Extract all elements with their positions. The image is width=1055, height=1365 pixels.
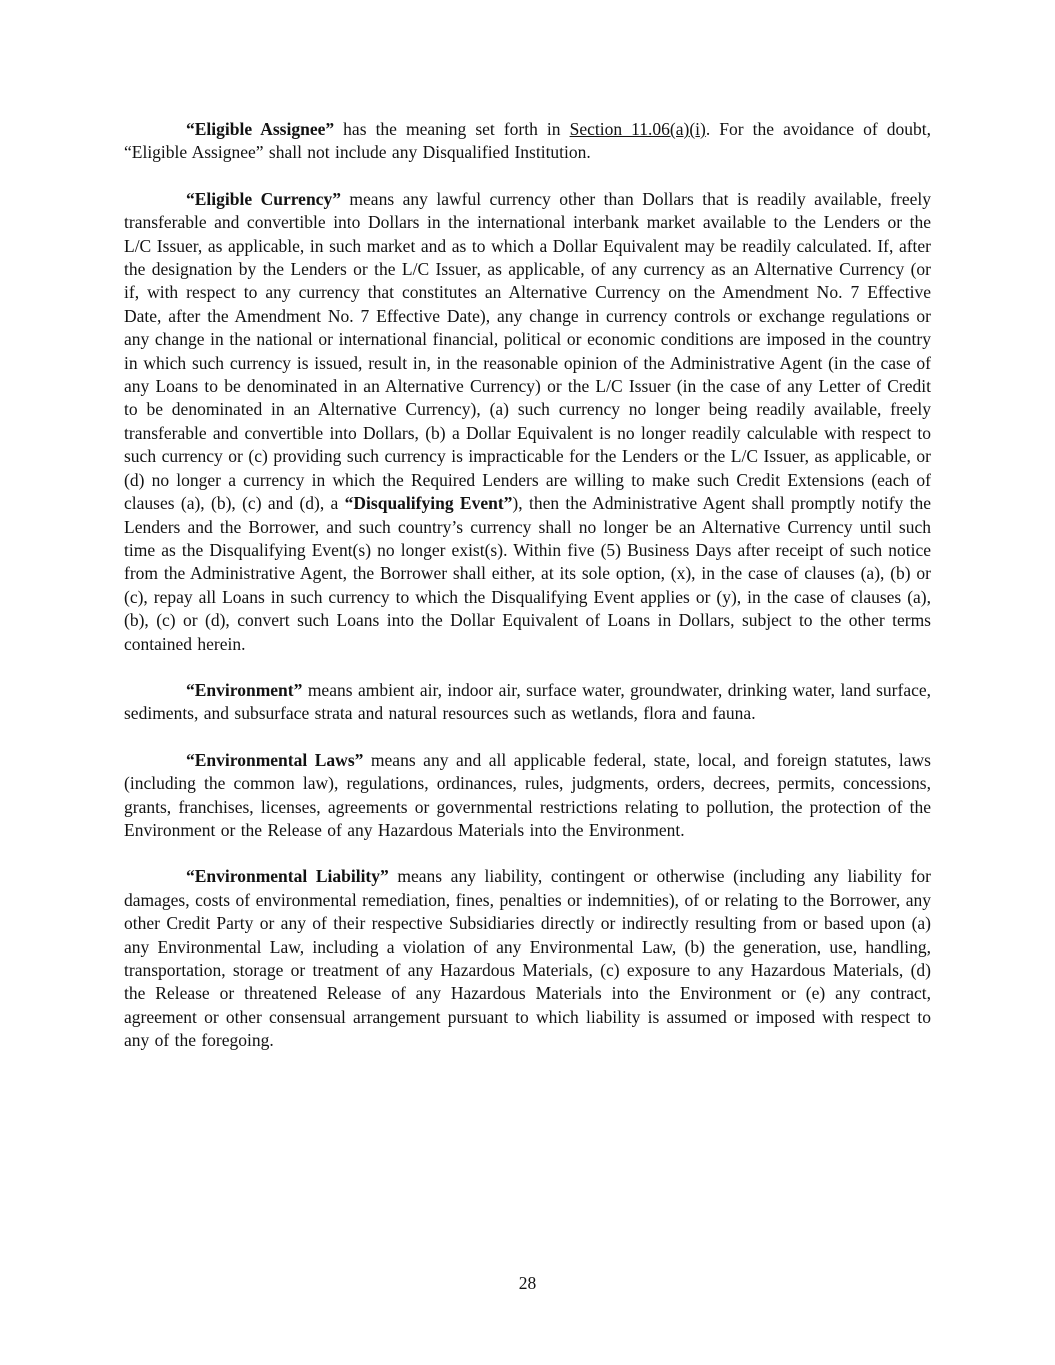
text-run: means any and all applicable federal, state, local, and foreign statutes, laws (including the common law), regulations, ordinances, rules, judgments, orders, decrees, permits, concessions, grants, franchises, licenses, agreements or governmental restrictions relating to pollution, the protection of the Environment or the Release of any Hazardous Materials into the Environment. (124, 749, 931, 840)
paragraph (124, 679, 931, 726)
text-run: . For the avoidance of doubt, “Eligible Assignee” shall not include any Disqualified Institution. (124, 119, 931, 163)
defined-term: “Eligible Assignee” (186, 119, 335, 139)
paragraph (124, 188, 931, 656)
text-run: means any lawful currency other than Dollars that is readily available, freely transferable and convertible into Dollars in the international interbank market available to the Lenders or the L/C Issuer, as applicable, in such market and as to which a Dollar Equivalent may be readily calculated. If, after the designation by the Lenders or the L/C Issuer, as applicable, of any currency as an Alternative Currency (or if, with respect to any currency that constitutes an Alternative Currency on the Amendment No. 7 Effective Date, after the Amendment No. 7 Effective Date), any change in currency controls or exchange regulations or any change in the national or international financial, political or economic conditions are imposed in the country in which such currency is issued, result in, in the reasonable opinion of the Administrative Agent (in the case of any Loans to be denominated in an Alternative Currency) or the L/C Issuer (in the case of any Letter of Credit to be denominated in an Alternative Currency), (a) such currency no longer being readily available, freely transferable and convertible into Dollars, (b) a Dollar Equivalent is no longer readily calculable with respect to such currency or (c) providing such currency is impracticable for the Lenders or the L/C Issuer, as applicable, or (d) no longer a currency in which the Required Lenders are willing to make such Credit Extensions (each of clauses (a), (b), (c) and (d), a (124, 188, 931, 514)
paragraph (124, 865, 931, 1052)
text-run: has the meaning set forth in (334, 119, 570, 139)
section-reference-link[interactable]: Section 11.06(a)(i) (569, 119, 706, 139)
defined-term: “Eligible Currency” (186, 188, 341, 209)
text-run: means ambient air, indoor air, surface water, groundwater, drinking water, land surface, sediments, and subsurface strata and natural resources such as wetlands, flora and fauna. (124, 679, 931, 724)
paragraph (124, 749, 931, 843)
defined-term: “Environment” (186, 679, 303, 700)
document-body (124, 118, 931, 1053)
defined-term: “Environmental Liability” (186, 866, 389, 887)
text-run: ), then the Administrative Agent shall promptly notify the Lenders and the Borrower, and such country’s currency shall no longer be an Alternative Currency until such time as the Disqualifying Event(s) no longer exist(s). Within five (5) Business Days after receipt of such notice from the Administrative Agent, the Borrower shall either, at its sole option, (x), in the case of clauses (a), (b) or (c), repay all Loans in such currency to which the Disqualifying Event applies or (y), in the case of clauses (a), (b), (c) or (d), convert such Loans into the Dollar Equivalent of Loans in Dollars, subject to the other terms contained herein. (124, 493, 931, 654)
text-run: means any liability, contingent or otherwise (including any liability for damages, costs of environmental remediation, fines, penalties or indemnities), of or relating to the Borrower, any other Credit Party or any of their respective Subsidiaries directly or indirectly resulting from or based upon (a) any Environmental Law, including a violation of any Environmental Law, (b) the generation, use, handling, transportation, storage or treatment of any Hazardous Materials, (c) exposure to any Hazardous Materials, (d) the Release or threatened Release of any Hazardous Materials into the Environment or (e) any contract, agreement or other consensual arrangement pursuant to which liability is assumed or imposed with respect to any of the foregoing. (124, 866, 931, 1051)
defined-term: “Disqualifying Event” (344, 493, 513, 514)
paragraph (124, 118, 931, 165)
defined-term: “Environmental Laws” (186, 749, 364, 770)
page-number: 28 (518, 1273, 537, 1293)
